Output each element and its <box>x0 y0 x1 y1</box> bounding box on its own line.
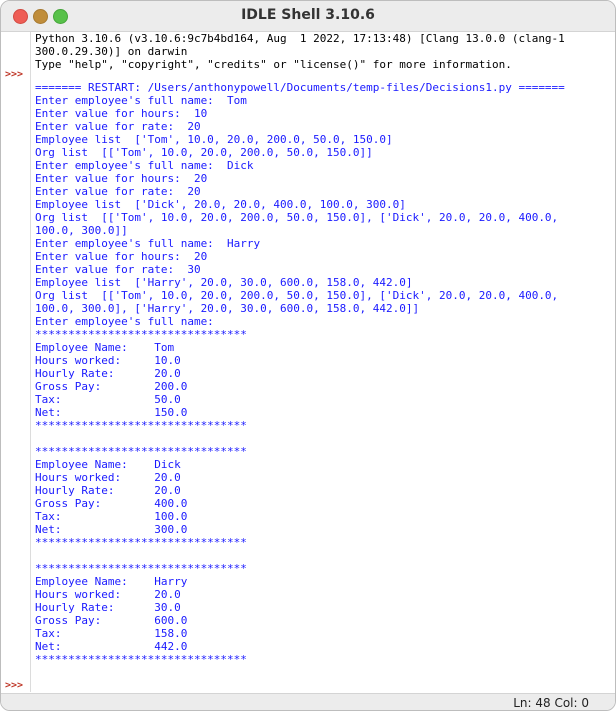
output-line: Hourly Rate: 20.0 <box>35 484 181 497</box>
output-line: Enter employee's full name: Tom <box>35 94 247 107</box>
prompt-marker: >>> <box>5 680 24 691</box>
output-line: ******************************** <box>35 562 247 575</box>
output-line: Enter employee's full name: Harry <box>35 237 261 250</box>
output-line: 100.0, 300.0], ['Harry', 20.0, 30.0, 600.0, 158.0, 442.0]] <box>35 302 420 315</box>
output-line: ******************************** <box>35 419 247 432</box>
output-line: Tax: 100.0 <box>35 510 188 523</box>
shell-text-area[interactable] <box>35 32 609 692</box>
output-line: Tax: 50.0 <box>35 393 181 406</box>
output-line: Employee list ['Tom', 10.0, 20.0, 200.0, 50.0, 150.0] <box>35 133 393 146</box>
output-line: Org list [['Tom', 10.0, 20.0, 200.0, 50.0, 150.0], ['Dick', 20.0, 20.0, 400.0, <box>35 211 559 224</box>
output-line: ******************************** <box>35 328 247 341</box>
output-line: ******************************** <box>35 445 247 458</box>
cursor-position: Ln: 48 Col: 0 <box>513 696 589 710</box>
prompt-marker: >>> <box>5 69 24 80</box>
output-line: Enter value for hours: 20 <box>35 250 208 263</box>
output-line: Hours worked: 20.0 <box>35 588 181 601</box>
output-line: Hourly Rate: 20.0 <box>35 367 181 380</box>
output-line: Gross Pay: 200.0 <box>35 380 188 393</box>
status-bar <box>1 693 615 711</box>
output-line: Employee Name: Tom <box>35 341 175 354</box>
output-line: Enter value for hours: 10 <box>35 107 208 120</box>
output-line: Org list [['Tom', 10.0, 20.0, 200.0, 50.0, 150.0], ['Dick', 20.0, 20.0, 400.0, <box>35 289 559 302</box>
output-line: Enter value for rate: 20 <box>35 185 201 198</box>
output-line: Hours worked: 10.0 <box>35 354 181 367</box>
banner-line: Python 3.10.6 (v3.10.6:9c7b4bd164, Aug 1 2022, 17:13:48) [Clang 13.0.0 (clang-1 <box>35 32 565 45</box>
output-line: ******************************** <box>35 536 247 549</box>
output-line: Enter value for rate: 30 <box>35 263 201 276</box>
output-line: Net: 300.0 <box>35 523 188 536</box>
output-line: Enter employee's full name: Dick <box>35 159 254 172</box>
output-line: Net: 150.0 <box>35 406 188 419</box>
output-line: 100.0, 300.0]] <box>35 224 128 237</box>
output-line: Enter employee's full name: <box>35 315 214 328</box>
banner-line: Type "help", "copyright", "credits" or "license()" for more information. <box>35 58 512 71</box>
output-line: ******************************** <box>35 653 247 666</box>
output-line: Employee list ['Harry', 20.0, 30.0, 600.0, 158.0, 442.0] <box>35 276 413 289</box>
window-title: IDLE Shell 3.10.6 <box>241 7 375 23</box>
output-line: Org list [['Tom', 10.0, 20.0, 200.0, 50.0, 150.0]] <box>35 146 373 159</box>
output-line: Hourly Rate: 30.0 <box>35 601 181 614</box>
title-bar[interactable] <box>1 1 615 32</box>
output-line: Gross Pay: 600.0 <box>35 614 188 627</box>
output-line: Gross Pay: 400.0 <box>35 497 188 510</box>
output-line: Net: 442.0 <box>35 640 188 653</box>
prompt-gutter <box>1 32 31 692</box>
output-line: Enter value for hours: 20 <box>35 172 208 185</box>
output-line: ======= RESTART: /Users/anthonypowell/Documents/temp-files/Decisions1.py ======= <box>35 81 565 94</box>
output-line: Employee list ['Dick', 20.0, 20.0, 400.0, 100.0, 300.0] <box>35 198 406 211</box>
output-line: Employee Name: Harry <box>35 575 188 588</box>
banner-line: 300.0.29.30)] on darwin <box>35 45 188 58</box>
output-line: Employee Name: Dick <box>35 458 181 471</box>
output-line: Enter value for rate: 20 <box>35 120 201 133</box>
output-line: Hours worked: 20.0 <box>35 471 181 484</box>
output-line: Tax: 158.0 <box>35 627 188 640</box>
